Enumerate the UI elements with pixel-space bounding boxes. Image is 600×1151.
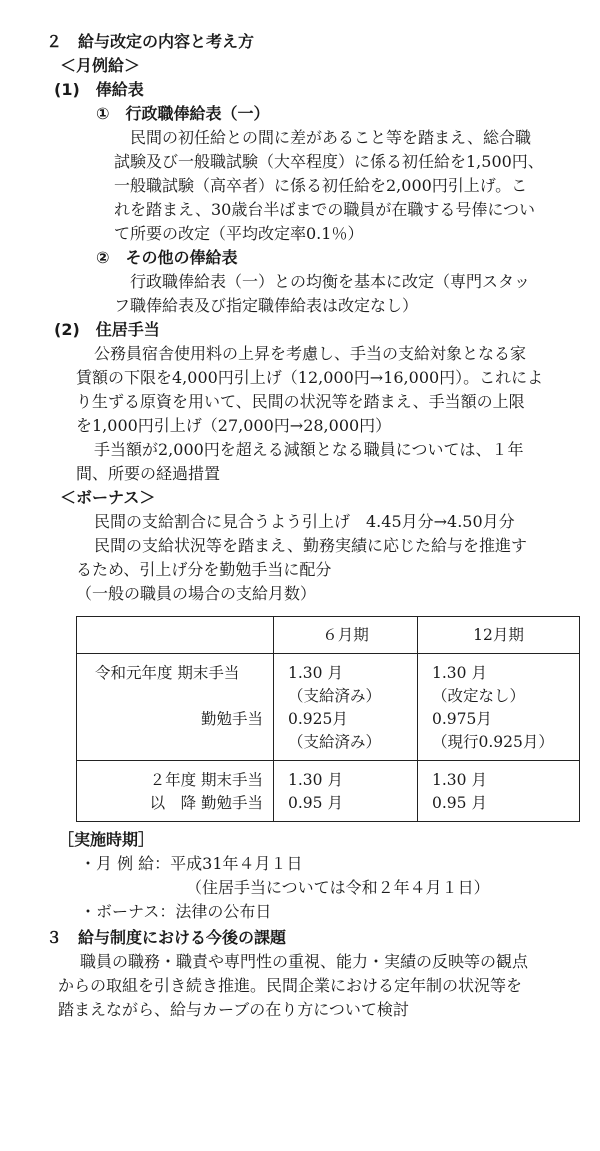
text-line: からの取組を引き続き推進。民間企業における定年制の状況等を bbox=[58, 976, 523, 995]
text-line: 踏まえながら、給与カーブの在り方について検討 bbox=[58, 1000, 409, 1019]
text-line: フ職俸給表及び指定職俸給表は改定なし） bbox=[114, 296, 419, 315]
bonus-text bbox=[76, 510, 586, 606]
text-line: 公務員宿舎使用料の上昇を考慮し、手当の支給対象となる家 bbox=[94, 344, 527, 363]
row-label-term-end: ２年度 期末手当 bbox=[149, 771, 263, 789]
table-header-blank bbox=[77, 617, 274, 654]
housing-allowance-heading: (2) 住居手当 bbox=[54, 320, 160, 339]
implementation-monthly: ・月 例 給：平成31年４月１日 bbox=[80, 854, 303, 873]
implementation-heading: ［実施時期］ bbox=[58, 830, 155, 849]
table-cell-december bbox=[418, 654, 580, 761]
cell-value: 0.925月 bbox=[288, 710, 348, 728]
monthly-pay-label: ＜月例給＞ bbox=[60, 56, 141, 75]
cell-value: 1.30 月 bbox=[288, 771, 343, 789]
text-line: 職員の職務・職責や専門性の重視、能力・実績の反映等の観点 bbox=[80, 952, 529, 971]
bonus-label: ＜ボーナス＞ bbox=[60, 488, 156, 507]
section-3-text bbox=[58, 950, 588, 1022]
implementation-housing-note: （住居手当については令和２年４月１日） bbox=[186, 878, 490, 897]
text-line: 手当額が2,000円を超える減額となる職員については、１年 bbox=[94, 440, 524, 459]
table-row-label bbox=[77, 654, 274, 761]
text-line: 間、所要の経過措置 bbox=[76, 464, 221, 483]
text-line: て所要の改定（平均改定率0.1％） bbox=[114, 224, 364, 243]
table-row-label bbox=[77, 761, 274, 822]
cell-note: （現行0.925月） bbox=[432, 733, 554, 751]
cell-value: 1.30 月 bbox=[432, 664, 487, 682]
text-line: 民間の支給状況等を踏まえ、勤務実績に応じた給与を推進す bbox=[94, 536, 527, 555]
cell-note: （改定なし） bbox=[432, 687, 526, 705]
table-cell-june bbox=[274, 761, 418, 822]
cell-value: 1.30 月 bbox=[288, 664, 343, 682]
text-line: （一般の職員の場合の支給月数） bbox=[76, 584, 317, 603]
text-line: 行政職俸給表（一）との均衡を基本に改定（専門スタッ bbox=[130, 272, 531, 291]
housing-allowance-text bbox=[76, 342, 586, 486]
cell-value: 0.975月 bbox=[432, 710, 492, 728]
cell-note: （支給済み） bbox=[288, 733, 382, 751]
row-label-diligence: 以 降 勤勉手当 bbox=[149, 794, 263, 812]
table-cell-december bbox=[418, 761, 580, 822]
implementation-bonus: ・ボーナス：法律の公布日 bbox=[80, 902, 272, 921]
cell-value: 0.95 月 bbox=[288, 794, 343, 812]
text-line: 賃額の下限を4,000円引上げ（12,000円→16,000円）。これによ bbox=[76, 368, 544, 387]
salary-table-heading: (1) 俸給表 bbox=[54, 80, 144, 99]
text-line: 民間の初任給との間に差があること等を踏まえ、総合職 bbox=[130, 128, 531, 147]
cell-note: （支給済み） bbox=[288, 687, 382, 705]
section-2-heading: ２ 給与改定の内容と考え方 bbox=[46, 32, 255, 51]
cell-value: 0.95 月 bbox=[432, 794, 487, 812]
section-3-heading: ３ 給与制度における今後の課題 bbox=[46, 928, 287, 947]
table-header-row bbox=[77, 617, 580, 654]
administrative-salary-text bbox=[114, 126, 584, 246]
text-line: 民間の支給割合に見合うよう引上げ 4.45月分→4.50月分 bbox=[94, 512, 515, 531]
administrative-salary-heading: ① 行政職俸給表（一） bbox=[96, 104, 270, 123]
text-line: 試験及び一般職試験（大卒程度）に係る初任給を1,500円、 bbox=[114, 152, 544, 171]
cell-value: 1.30 月 bbox=[432, 771, 487, 789]
table-header-december: 12月期 bbox=[418, 617, 580, 654]
bonus-months-table bbox=[76, 616, 580, 822]
table-header-june: ６月期 bbox=[274, 617, 418, 654]
text-line: を1,000円引上げ（27,000円→28,000円） bbox=[76, 416, 392, 435]
table-row bbox=[77, 761, 580, 822]
other-salary-text bbox=[114, 270, 584, 318]
other-salary-heading: ② その他の俸給表 bbox=[96, 248, 238, 267]
table-row bbox=[77, 654, 580, 761]
row-label-diligence: 勤勉手当 bbox=[200, 710, 263, 728]
table-cell-june bbox=[274, 654, 418, 761]
text-line: るため、引上げ分を勤勉手当に配分 bbox=[76, 560, 332, 579]
text-line: れを踏まえ、30歳台半ばまでの職員が在職する号俸につい bbox=[114, 200, 536, 219]
text-line: 一般職試験（高卒者）に係る初任給を2,000円引上げ。こ bbox=[114, 176, 528, 195]
row-label-term-end: 令和元年度 期末手当 bbox=[95, 664, 240, 682]
text-line: り生ずる原資を用いて、民間の状況等を踏まえ、手当額の上限 bbox=[76, 392, 525, 411]
